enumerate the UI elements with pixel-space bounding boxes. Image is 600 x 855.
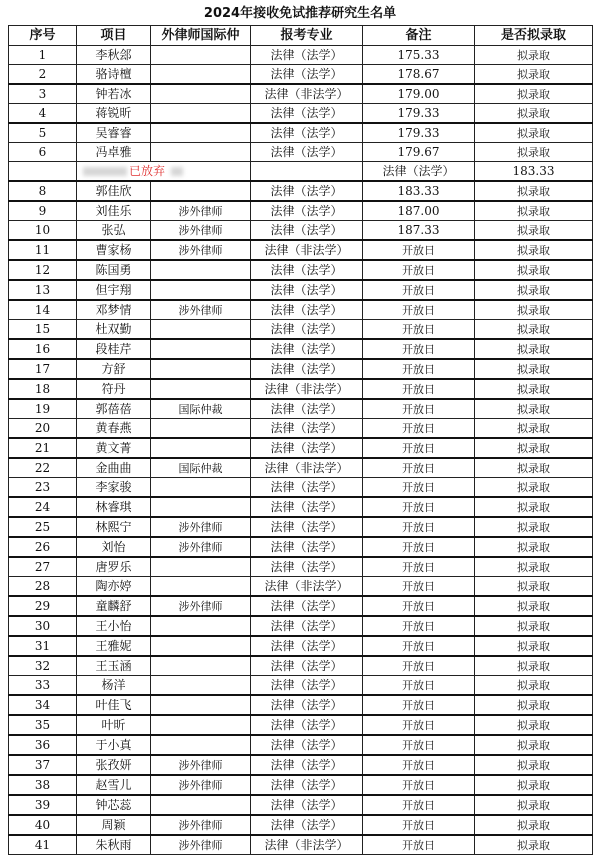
cell-serial: 23: [9, 478, 77, 498]
cell-major: 法律（法学）: [251, 695, 363, 715]
cell-admit: 拟录取: [475, 458, 593, 478]
cell-note: 179.33: [363, 123, 475, 143]
table-row: [9, 399, 593, 419]
cell-note: 开放日: [363, 339, 475, 359]
cell-name: 唐罗乐: [77, 557, 151, 577]
table-row: [9, 104, 593, 124]
cell-note: 开放日: [363, 596, 475, 616]
cell-admit: 拟录取: [475, 438, 593, 458]
cell-name: 王玉涵: [77, 656, 151, 676]
cell-admit: 拟录取: [475, 497, 593, 517]
cell-note: 开放日: [363, 458, 475, 478]
cell-admit: 拟录取: [475, 339, 593, 359]
cell-serial: 30: [9, 616, 77, 636]
table-row: [9, 143, 593, 162]
cell-serial: 13: [9, 280, 77, 300]
cell-admit: 拟录取: [475, 65, 593, 85]
cell-program: [151, 478, 251, 498]
cell-serial: 25: [9, 517, 77, 537]
cell-program: 涉外律师: [151, 835, 251, 855]
cell-admit: 拟录取: [475, 795, 593, 815]
cell-serial: 26: [9, 537, 77, 557]
cell-note: 179.00: [363, 84, 475, 104]
cell-admit: 拟录取: [475, 735, 593, 755]
cell-major: 法律（法学）: [251, 320, 363, 340]
cell-major: 法律（法学）: [251, 676, 363, 696]
cell-note: 开放日: [363, 775, 475, 795]
cell-note: 175.33: [363, 46, 475, 65]
cell-major: 法律（法学）: [251, 537, 363, 557]
cell-program: 国际仲裁: [151, 458, 251, 478]
cell-serial: 2: [9, 65, 77, 85]
cell-program: [151, 143, 251, 162]
cell-program: 涉外律师: [151, 240, 251, 260]
cell-admit: 拟录取: [475, 478, 593, 498]
cell-admit: 拟录取: [475, 835, 593, 855]
cell-program: [151, 497, 251, 517]
table-row: [9, 676, 593, 696]
cell-note: 开放日: [363, 676, 475, 696]
header-serial: 序号: [9, 26, 77, 46]
cell-note: 开放日: [363, 399, 475, 419]
table-row: [9, 517, 593, 537]
cell-serial: 27: [9, 557, 77, 577]
cell-name: 陈国勇: [77, 260, 151, 280]
cell-admit: 拟录取: [475, 537, 593, 557]
cell-note: 178.67: [363, 65, 475, 85]
cell-serial: 24: [9, 497, 77, 517]
table-row: [9, 123, 593, 143]
cell-program: [151, 695, 251, 715]
table-row: [9, 339, 593, 359]
cell-major: 法律（法学）: [251, 280, 363, 300]
cell-name: 黄春燕: [77, 419, 151, 439]
cell-admit: 拟录取: [475, 359, 593, 379]
cell-admit: 拟录取: [475, 676, 593, 696]
table-row: [9, 419, 593, 439]
cell-serial: 21: [9, 438, 77, 458]
cell-admit: 拟录取: [475, 181, 593, 201]
cell-name: 张孜妍: [77, 755, 151, 775]
table-row: [9, 616, 593, 636]
cell-serial: 29: [9, 596, 77, 616]
table-row: [9, 84, 593, 104]
cell-serial: 22: [9, 458, 77, 478]
cell-note: 开放日: [363, 755, 475, 775]
cell-major: 法律（法学）: [251, 616, 363, 636]
cell-note: 开放日: [363, 735, 475, 755]
cell-note: 开放日: [363, 478, 475, 498]
cell-major: 法律（法学）: [251, 46, 363, 65]
cell-serial: 18: [9, 379, 77, 399]
cell-major: 法律（法学）: [251, 815, 363, 835]
cell-major: 法律（法学）: [251, 300, 363, 320]
cell-admit: 拟录取: [475, 636, 593, 656]
cell-major: 法律（法学）: [251, 715, 363, 735]
cell-note: 开放日: [363, 715, 475, 735]
header-note: 备注: [363, 26, 475, 46]
table-row: [9, 537, 593, 557]
cell-admit: 拟录取: [475, 123, 593, 143]
redacted-block: [83, 167, 127, 176]
cell-admit: 拟录取: [475, 260, 593, 280]
table-row: [9, 775, 593, 795]
cell-program: 涉外律师: [151, 775, 251, 795]
cell-program: [151, 84, 251, 104]
cell-program: [151, 359, 251, 379]
cell-program: [151, 260, 251, 280]
cell-major: 法律（法学）: [251, 557, 363, 577]
cell-admit: 拟录取: [475, 399, 593, 419]
cell-program: [151, 676, 251, 696]
cell-note: 开放日: [363, 379, 475, 399]
cell-serial: 6: [9, 143, 77, 162]
cell-serial: 11: [9, 240, 77, 260]
cell-major: 法律（非法学）: [251, 84, 363, 104]
cell-name: 于小真: [77, 735, 151, 755]
cell-name: 吴睿睿: [77, 123, 151, 143]
cell-serial: 32: [9, 656, 77, 676]
table-row: [9, 320, 593, 340]
cell-major: 法律（法学）: [251, 65, 363, 85]
cell-major: 法律（法学）: [251, 636, 363, 656]
header-admit: 是否拟录取: [475, 26, 593, 46]
table-row: [9, 201, 593, 221]
table-row: [9, 46, 593, 65]
table-body: [9, 46, 593, 855]
cell-name: 叶佳飞: [77, 695, 151, 715]
cell-admit: 拟录取: [475, 143, 593, 162]
table-row: [9, 715, 593, 735]
cell-name: 但宇翔: [77, 280, 151, 300]
cell-admit: 拟录取: [475, 201, 593, 221]
cell-note: 开放日: [363, 577, 475, 597]
cell-program: [151, 795, 251, 815]
cell-admit: 拟录取: [475, 695, 593, 715]
cell-serial: 20: [9, 419, 77, 439]
cell-major: 法律（非法学）: [251, 458, 363, 478]
cell-note: 开放日: [363, 695, 475, 715]
cell-admit: 拟录取: [475, 46, 593, 65]
cell-name: 杨洋: [77, 676, 151, 696]
cell-program: [151, 46, 251, 65]
cell-program: [251, 162, 363, 182]
cell-note: 开放日: [363, 517, 475, 537]
cell-name: 钟若冰: [77, 84, 151, 104]
cell-major: 法律（法学）: [251, 735, 363, 755]
cell-major: 法律（法学）: [251, 181, 363, 201]
cell-note: 187.00: [363, 201, 475, 221]
cell-note: 187.33: [363, 221, 475, 241]
table-row: [9, 300, 593, 320]
cell-major: 法律（法学）: [251, 143, 363, 162]
cell-serial: 15: [9, 320, 77, 340]
cell-serial: 17: [9, 359, 77, 379]
cell-serial: 40: [9, 815, 77, 835]
cell-program: 涉外律师: [151, 815, 251, 835]
cell-program: [151, 577, 251, 597]
cell-note: 开放日: [363, 497, 475, 517]
cell-note: 开放日: [363, 656, 475, 676]
cell-major: 法律（法学）: [251, 478, 363, 498]
cell-major: 法律（法学）: [251, 795, 363, 815]
cell-serial: 19: [9, 399, 77, 419]
cell-admit: 拟录取: [475, 755, 593, 775]
cell-program: [151, 123, 251, 143]
cell-major: 法律（法学）: [251, 260, 363, 280]
cell-name: 郭蓓蓓: [77, 399, 151, 419]
table-row: [9, 478, 593, 498]
cell-serial: 39: [9, 795, 77, 815]
cell-major: 法律（法学）: [251, 399, 363, 419]
cell-program: 涉外律师: [151, 201, 251, 221]
table-row: [9, 815, 593, 835]
cell-major: 法律（法学）: [251, 339, 363, 359]
cell-admit: 拟录取: [475, 715, 593, 735]
cell-program: [151, 636, 251, 656]
cell-note: 开放日: [363, 616, 475, 636]
header-major: 报考专业: [251, 26, 363, 46]
cell-program: [151, 339, 251, 359]
cell-name: 曹家杨: [77, 240, 151, 260]
cell-major: 法律（法学）: [251, 517, 363, 537]
cell-note: 开放日: [363, 438, 475, 458]
cell-program: 涉外律师: [151, 596, 251, 616]
cell-program: [151, 715, 251, 735]
cell-serial: 37: [9, 755, 77, 775]
cell-serial: 10: [9, 221, 77, 241]
table-row: [9, 557, 593, 577]
cell-note: 开放日: [363, 280, 475, 300]
table-row: [9, 835, 593, 855]
withdrawn-status: 已放弃: [129, 163, 166, 178]
cell-note: 183.33: [475, 162, 593, 182]
cell-serial: 14: [9, 300, 77, 320]
table-row: [9, 438, 593, 458]
document-title: 2024年接收免试推荐研究生名单: [203, 6, 397, 21]
cell-name: 郭佳欣: [77, 181, 151, 201]
cell-note: 179.33: [363, 104, 475, 124]
cell-serial: 4: [9, 104, 77, 124]
cell-name: 蒋锐昕: [77, 104, 151, 124]
header-project: 项目: [77, 26, 151, 46]
cell-admit: 拟录取: [475, 221, 593, 241]
cell-admit: 拟录取: [475, 280, 593, 300]
cell-name: 刘怡: [77, 537, 151, 557]
cell-name: 童麟舒: [77, 596, 151, 616]
cell-note: 开放日: [363, 795, 475, 815]
cell-admit: 拟录取: [475, 300, 593, 320]
cell-serial: 16: [9, 339, 77, 359]
cell-admit: 拟录取: [475, 517, 593, 537]
cell-admit: 拟录取: [475, 616, 593, 636]
cell-name: 骆诗檀: [77, 65, 151, 85]
table-row: [9, 379, 593, 399]
cell-note: 开放日: [363, 636, 475, 656]
cell-program: 涉外律师: [151, 537, 251, 557]
cell-serial: 36: [9, 735, 77, 755]
cell-major: 法律（非法学）: [251, 835, 363, 855]
cell-name-withdrawn: [77, 162, 251, 182]
header-program: 外律师国际仲: [151, 26, 251, 46]
cell-name: 林熙宁: [77, 517, 151, 537]
cell-note: 179.67: [363, 143, 475, 162]
cell-program: 国际仲裁: [151, 399, 251, 419]
cell-name: 符丹: [77, 379, 151, 399]
cell-name: 杜双勤: [77, 320, 151, 340]
cell-name: 陶亦婷: [77, 577, 151, 597]
table-row: [9, 755, 593, 775]
cell-note: 开放日: [363, 240, 475, 260]
cell-name: 周颖: [77, 815, 151, 835]
cell-note: 开放日: [363, 835, 475, 855]
cell-admit: 拟录取: [475, 656, 593, 676]
cell-program: 涉外律师: [151, 221, 251, 241]
cell-program: [151, 557, 251, 577]
cell-major: 法律（法学）: [251, 104, 363, 124]
cell-serial: 31: [9, 636, 77, 656]
cell-major: 法律（法学）: [251, 359, 363, 379]
admission-table: [8, 25, 593, 855]
cell-note: 开放日: [363, 260, 475, 280]
cell-major: 法律（法学）: [251, 596, 363, 616]
table-row: [9, 577, 593, 597]
cell-serial: 33: [9, 676, 77, 696]
table-row: [9, 260, 593, 280]
cell-serial: 8: [9, 181, 77, 201]
cell-serial: 1: [9, 46, 77, 65]
cell-major: 法律（法学）: [251, 221, 363, 241]
cell-name: 李家骏: [77, 478, 151, 498]
cell-serial: 38: [9, 775, 77, 795]
cell-major: 法律（非法学）: [251, 240, 363, 260]
cell-major: 法律（法学）: [251, 438, 363, 458]
table-row: [9, 458, 593, 478]
cell-name: 林睿琪: [77, 497, 151, 517]
cell-program: [151, 104, 251, 124]
cell-admit: 拟录取: [475, 84, 593, 104]
cell-serial: 5: [9, 123, 77, 143]
table-row: [9, 280, 593, 300]
cell-program: [151, 65, 251, 85]
cell-serial: 9: [9, 201, 77, 221]
cell-serial: 35: [9, 715, 77, 735]
cell-name: 方舒: [77, 359, 151, 379]
cell-serial: [9, 162, 77, 182]
cell-name: 张弘: [77, 221, 151, 241]
cell-name: 冯卓雅: [77, 143, 151, 162]
cell-admit: 拟录取: [475, 104, 593, 124]
cell-admit: 拟录取: [475, 815, 593, 835]
cell-program: 涉外律师: [151, 755, 251, 775]
cell-program: 涉外律师: [151, 300, 251, 320]
cell-name: 叶昕: [77, 715, 151, 735]
table-row: [9, 656, 593, 676]
cell-name: 钟芯蕊: [77, 795, 151, 815]
header-row: [9, 26, 593, 46]
cell-name: 刘佳乐: [77, 201, 151, 221]
table-row: [9, 795, 593, 815]
table-row: [9, 65, 593, 85]
cell-program: [151, 438, 251, 458]
cell-admit: 拟录取: [475, 320, 593, 340]
cell-major: 法律（法学）: [251, 656, 363, 676]
cell-major: 法律（法学）: [251, 419, 363, 439]
redacted-block: [171, 167, 183, 176]
table-row: [9, 596, 593, 616]
cell-program: 涉外律师: [151, 517, 251, 537]
cell-major: 法律（法学）: [251, 497, 363, 517]
cell-admit: 拟录取: [475, 577, 593, 597]
table-row: [9, 162, 593, 182]
cell-name: 王小怡: [77, 616, 151, 636]
cell-admit: 拟录取: [475, 775, 593, 795]
cell-major: 法律（法学）: [251, 123, 363, 143]
cell-program: [151, 320, 251, 340]
cell-program: [151, 616, 251, 636]
table-row: [9, 240, 593, 260]
cell-note: 开放日: [363, 300, 475, 320]
cell-note: 开放日: [363, 537, 475, 557]
cell-note: 开放日: [363, 815, 475, 835]
cell-program: [151, 280, 251, 300]
cell-major: 法律（法学）: [251, 755, 363, 775]
table-row: [9, 497, 593, 517]
cell-name: 金曲曲: [77, 458, 151, 478]
cell-admit: 拟录取: [475, 240, 593, 260]
cell-program: [151, 379, 251, 399]
cell-serial: 3: [9, 84, 77, 104]
cell-program: [151, 419, 251, 439]
table-row: [9, 735, 593, 755]
cell-serial: 28: [9, 577, 77, 597]
cell-major: 法律（法学）: [363, 162, 475, 182]
cell-major: 法律（非法学）: [251, 379, 363, 399]
cell-name: 段桂芹: [77, 339, 151, 359]
cell-note: 开放日: [363, 359, 475, 379]
cell-program: [151, 656, 251, 676]
cell-note: 开放日: [363, 557, 475, 577]
cell-note: 开放日: [363, 320, 475, 340]
table-row: [9, 221, 593, 241]
cell-program: [151, 181, 251, 201]
cell-admit: 拟录取: [475, 419, 593, 439]
cell-name: 李秋郐: [77, 46, 151, 65]
cell-note: 开放日: [363, 419, 475, 439]
table-row: [9, 695, 593, 715]
table-row: [9, 181, 593, 201]
cell-serial: 12: [9, 260, 77, 280]
table-row: [9, 636, 593, 656]
cell-name: 朱秋雨: [77, 835, 151, 855]
cell-admit: 拟录取: [475, 379, 593, 399]
cell-serial: 41: [9, 835, 77, 855]
cell-name: 王雅妮: [77, 636, 151, 656]
cell-admit: 拟录取: [475, 596, 593, 616]
cell-name: 赵雪儿: [77, 775, 151, 795]
cell-major: 法律（法学）: [251, 201, 363, 221]
cell-major: 法律（非法学）: [251, 577, 363, 597]
cell-name: 邓梦情: [77, 300, 151, 320]
cell-note: 183.33: [363, 181, 475, 201]
cell-serial: 34: [9, 695, 77, 715]
cell-program: [151, 735, 251, 755]
cell-name: 黄文菁: [77, 438, 151, 458]
table-row: [9, 359, 593, 379]
cell-major: 法律（法学）: [251, 775, 363, 795]
cell-admit: 拟录取: [475, 557, 593, 577]
